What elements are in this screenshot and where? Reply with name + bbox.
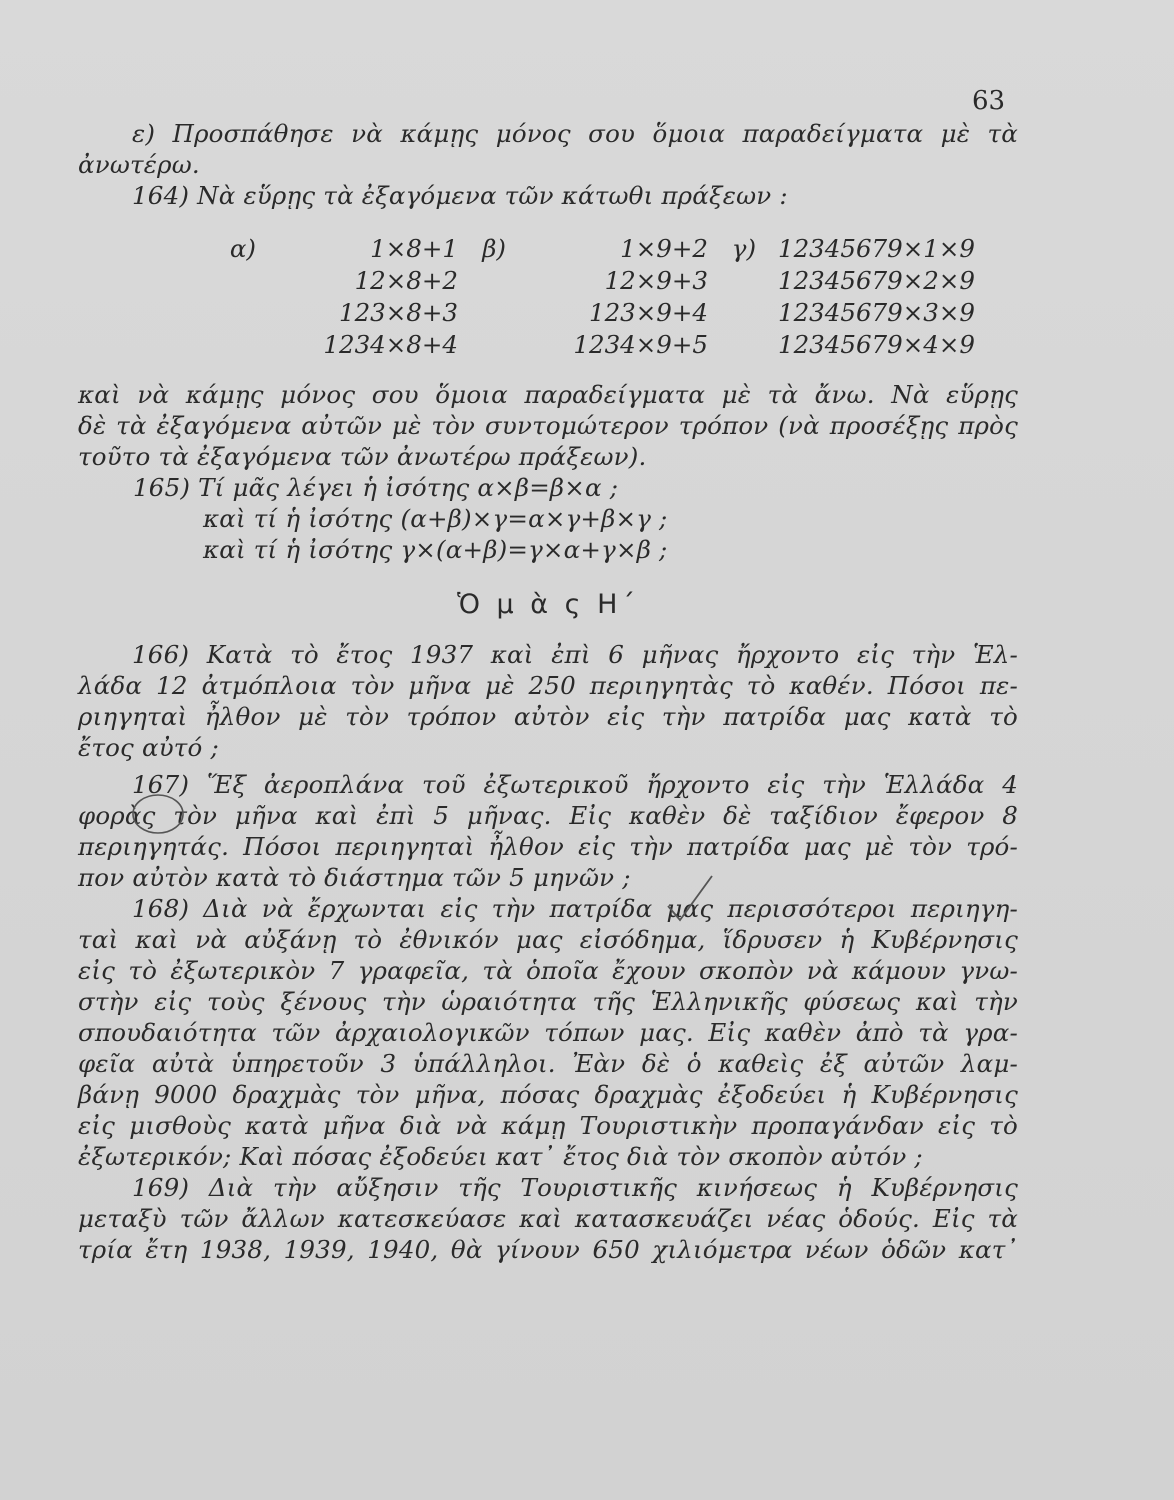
- operation-a: 1234×8+4: [323, 330, 458, 359]
- page-body: [78, 118, 1018, 1265]
- operation-a: 123×8+3: [339, 298, 458, 327]
- column-label-a: α): [229, 234, 256, 263]
- exercise-164: [78, 180, 1018, 472]
- operation-a: 1×8+1: [370, 234, 458, 263]
- operation-c: 12345679×3×9: [778, 298, 975, 327]
- text-line: εἰς μισθοὺς κατὰ μῆνα διὰ νὰ κάμῃ Τουριστικὴν προπαγάνδαν εἰς τὸ: [78, 1111, 1018, 1140]
- page-number: 63: [972, 86, 1006, 116]
- text-line: 166) Κατὰ τὸ ἔτος 1937 καὶ ἐπὶ 6 μῆνας ἤρχοντο εἰς τὴν Ἑλ-: [132, 640, 1018, 669]
- text-line: 169) Διὰ τὴν αὔξησιν τῆς Τουριστικῆς κινήσεως ἡ Κυβέρνησις: [132, 1173, 1018, 1202]
- text-line: σπουδαιότητα τῶν ἀρχαιολογικῶν τόπων μας. Εἰς καθὲν ἀπὸ τὰ γρα-: [78, 1018, 1018, 1047]
- operation-c: 12345679×1×9: [778, 234, 975, 263]
- text-line: πον αὐτὸν κατὰ τὸ διάστημα τῶν 5 μηνῶν ;: [78, 863, 631, 892]
- text-line: ἔτος αὐτό ;: [78, 733, 219, 762]
- text-line: 165) Τί μᾶς λέγει ἡ ἰσότης α×β=β×α ;: [133, 473, 619, 502]
- text-line: καὶ τί ἡ ἰσότης (α+β)×γ=α×γ+β×γ ;: [203, 504, 668, 533]
- column-label-b: β): [482, 234, 506, 263]
- exercise-168: [78, 893, 1018, 1172]
- exercise-165: [78, 472, 1018, 565]
- operation-b: 1234×9+5: [573, 330, 708, 359]
- text-line: ταὶ καὶ νὰ αὐξάνῃ τὸ ἐθνικόν μας εἰσόδημα, ἵδρυσεν ἡ Κυβέρνησις: [78, 925, 1018, 954]
- text-line: ἀνωτέρω.: [78, 150, 200, 179]
- operation-b: 12×9+3: [604, 266, 708, 295]
- operation-c: 12345679×2×9: [778, 266, 975, 295]
- text-line: λάδα 12 ἀτμόπλοια τὸν μῆνα μὲ 250 περιηγητὰς τὸ καθέν. Πόσοι πε-: [78, 671, 1018, 700]
- text-line: δὲ τὰ ἐξαγόμενα αὐτῶν μὲ τὸν συντομώτερον τρόπον (νὰ προσέξῃς πρὸς: [78, 411, 1018, 440]
- text-line: καὶ νὰ κάμῃς μόνος σου ὅμοια παραδείγματα μὲ τὰ ἄνω. Νὰ εὕρῃς: [78, 380, 1018, 409]
- exercise-169: [78, 1172, 1018, 1265]
- text-line: φεῖα αὐτὰ ὑπηρετοῦν 3 ὑπάλληλοι. Ἐὰν δὲ ὁ καθεὶς ἐξ αὐτῶν λαμ-: [78, 1049, 1018, 1078]
- exercise-166: [78, 639, 1018, 763]
- column-label-c: γ): [731, 234, 756, 263]
- text-line: μεταξὺ τῶν ἄλλων κατεσκεύασε καὶ κατασκευάζει νέας ὁδούς. Εἰς τὰ: [78, 1204, 1018, 1233]
- text-line: περιηγητάς. Πόσοι περιηγηταὶ ἦλθον εἰς τὴν πατρίδα μας μὲ τὸν τρό-: [78, 832, 1018, 861]
- text-line: ριηγηταὶ ἦλθον μὲ τὸν τρόπον αὐτὸν εἰς τὴν πατρίδα μας κατὰ τὸ: [78, 702, 1018, 731]
- section-heading: Ὁ μ ὰ ς Η΄: [457, 589, 639, 620]
- exercise-167: [78, 769, 1018, 893]
- text-line: ε) Προσπάθησε νὰ κάμῃς μόνος σου ὅμοια παραδείγματα μὲ τὰ: [132, 119, 1018, 148]
- text-line: καὶ τί ἡ ἰσότης γ×(α+β)=γ×α+γ×β ;: [203, 535, 668, 564]
- text-line: τοῦτο τὰ ἐξαγόμενα τῶν ἀνωτέρω πράξεων).: [78, 442, 647, 471]
- operations-table: [168, 233, 1018, 361]
- operation-a: 12×8+2: [354, 266, 458, 295]
- text-line: ἐξωτερικόν; Καὶ πόσας ἐξοδεύει κατ᾽ ἔτος διὰ τὸν σκοπὸν αὐτόν ;: [78, 1142, 923, 1171]
- text-line: 167) Ἕξ ἀεροπλάνα τοῦ ἐξωτερικοῦ ἤρχοντο εἰς τὴν Ἑλλάδα 4: [132, 770, 1018, 799]
- operation-b: 1×9+2: [620, 234, 708, 263]
- exercise-e: [78, 118, 1018, 180]
- text-line: φορὰς τὸν μῆνα καὶ ἐπὶ 5 μῆνας. Εἰς καθὲν δὲ ταξίδιον ἔφερον 8: [78, 801, 1018, 830]
- operation-c: 12345679×4×9: [778, 330, 975, 359]
- text-line: βάνῃ 9000 δραχμὰς τὸν μῆνα, πόσας δραχμὰς ἐξοδεύει ἡ Κυβέρνησις: [78, 1080, 1018, 1109]
- text-line: 168) Διὰ νὰ ἔρχωνται εἰς τὴν πατρίδα μας περισσότεροι περιηγη-: [132, 894, 1018, 923]
- text-line: εἰς τὸ ἐξωτερικὸν 7 γραφεῖα, τὰ ὁποῖα ἔχουν σκοπὸν νὰ κάμουν γνω-: [78, 956, 1018, 985]
- text-line: τρία ἔτη 1938, 1939, 1940, θὰ γίνουν 650 χιλιόμετρα νέων ὁδῶν κατ᾽: [78, 1235, 1018, 1264]
- text-line: στὴν εἰς τοὺς ξένους τὴν ὡραιότητα τῆς Ἑλληνικῆς φύσεως καὶ τὴν: [78, 987, 1018, 1016]
- exercise-164-intro: 164) Νὰ εὕρῃς τὰ ἐξαγόμενα τῶν κάτωθι πράξεων :: [132, 181, 788, 210]
- operation-b: 123×9+4: [589, 298, 708, 327]
